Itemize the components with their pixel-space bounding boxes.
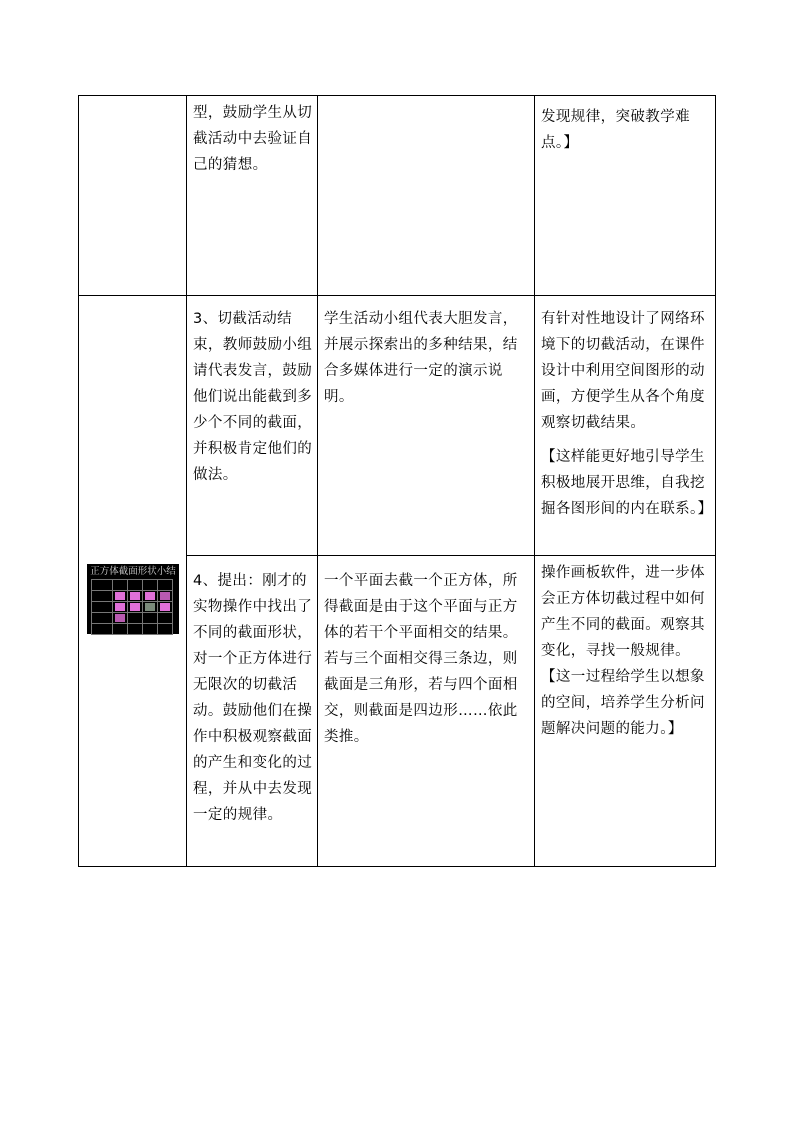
cube-section-thumbnail <box>87 564 179 634</box>
student-activity-cell <box>318 96 535 296</box>
design-intent-paragraph: 操作画板软件，进一步体会正方体切截过程中如何产生不同的截面。观察其变化，寻找一般规律。 <box>541 565 705 659</box>
student-activity-text: 一个平面去截一个正方体，所得截面是由于这个平面与正方体的若干个平面相交的结果。若与三个面相交得三条边，则截面是三角形，若与四个面相交，则截面是四边形……依此类推。 <box>324 573 518 745</box>
teacher-activity-cell <box>187 556 318 867</box>
design-intent-paragraph: 发现规律，突破教学难点。】 <box>541 109 690 151</box>
table-row <box>79 296 716 556</box>
design-intent-text <box>535 96 715 156</box>
student-activity-cell <box>318 296 535 556</box>
design-intent-text <box>535 556 715 742</box>
student-activity-text: 学生活动小组代表大胆发言，并展示探索出的多种结果，结合多媒体进行一定的演示说明。 <box>324 311 518 405</box>
thumbnail-grid <box>91 579 172 634</box>
teacher-activity-text: 型，鼓励学生从切截活动中去验证自己的猜想。 <box>193 105 313 173</box>
cell-empty <box>79 96 187 296</box>
design-intent-text <box>535 296 715 522</box>
lesson-plan-table <box>78 95 716 867</box>
thumbnail-title: 正方体截面形状小结 <box>90 566 176 577</box>
design-intent-paragraph: 【这一过程给学生以想象的空间，培养学生分析问题解决问题的能力。】 <box>541 669 705 737</box>
teacher-activity-text: 4、提出：刚才的实物操作中找出了不同的截面形状，对一个正方体进行无限次的切截活动。鼓励他们在操作中积极观察截面的产生和变化的过程，并从中去发现一定的规律。 <box>193 573 313 823</box>
student-activity-cell <box>318 556 535 867</box>
thumbnail-cell <box>79 296 187 867</box>
design-intent-paragraph: 有针对性地设计了网络环境下的切截活动，在课件设计中利用空间图形的动画，方便学生从各个角度观察切截结果。 <box>541 311 705 431</box>
design-intent-cell <box>535 556 716 867</box>
teacher-activity-cell <box>187 96 318 296</box>
student-activity-text <box>318 96 534 104</box>
table-row <box>79 96 716 296</box>
design-intent-cell <box>535 96 716 296</box>
teacher-activity-cell <box>187 296 318 556</box>
design-intent-cell <box>535 296 716 556</box>
design-intent-paragraph: 【这样能更好地引导学生积极地展开思维，自我挖掘各图形间的内在联系。】 <box>541 449 713 517</box>
teacher-activity-text: 3、切截活动结束，教师鼓励小组请代表发言，鼓励他们说出能截到多少个不同的截面，并积极肯定他们的做法。 <box>193 311 313 483</box>
